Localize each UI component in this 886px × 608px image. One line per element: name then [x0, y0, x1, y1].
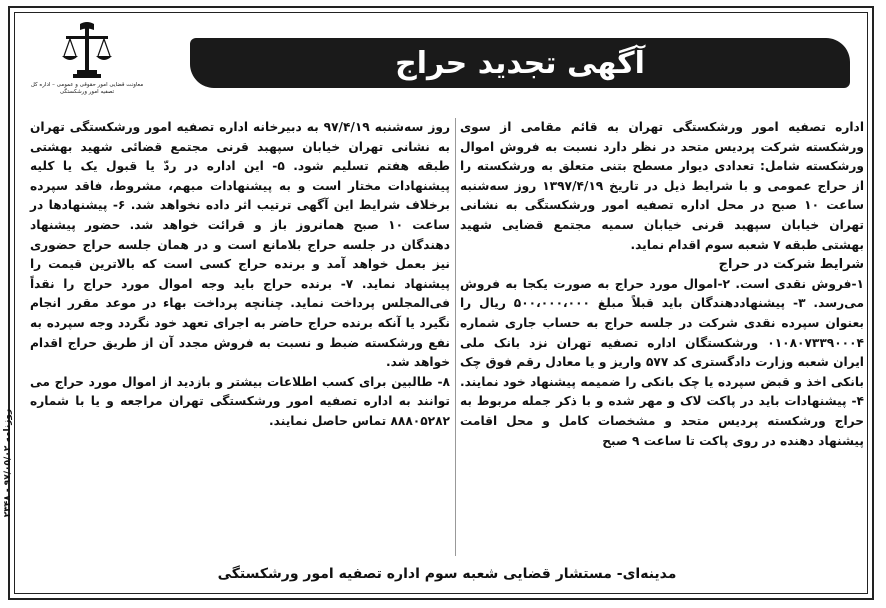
- issuing-office: اداره تصفیه امور ورشکستگی تهران: [628, 120, 864, 134]
- emblem-org-text: معاونت قضایی امور حقوقی و عمومی – اداره کل تصفیه امور ورشکستگی: [30, 82, 144, 95]
- judiciary-emblem: [28, 22, 146, 110]
- notice-intro: به قائم مقامی از سوی ورشکسته شرکت پردیس متحد در نظر دارد نسبت به فروش اموال ورشکسته شامل: تعدادی دیوار مسطح بتنی متعلق به ورشکسته را از حراج عمومی و با شرایط ذیل در تاریخ ۱۳۹۷/۴/۱۹ روز سه‌شنبه ساعت ۱۰ صبح در محل اداره تصفیه امور ورشکستگی به نشانی تهران خیابان سپهبد قرنی خیابان سمیه مجتمع قضایی شهید بهشتی طبقه ۷ شعبه سوم اقدام نماید.: [460, 120, 865, 252]
- contact-info: ۸- طالبین برای کسب اطلاعات بیشتر و بازدید از اموال مورد حراج می توانند به اداره تصفیه امور ورشکستگی تهران مراجعه و یا با شماره ۸۸۸۰۵۲۸۲ تماس حاصل نمایند.: [30, 374, 450, 428]
- conditions-continued: روز سه‌شنبه ۹۷/۴/۱۹ به دبیرخانه اداره تصفیه امور ورشکستگی تهران به نشانی تهران خیابان سپهبد قرنی مجتمع قضائی شهید بهشتی طبقه هفتم تسلیم شود. ۵- این اداره در ردّ یا قبول یک یا کلیه پیشنهادات مختار است و به پیشنهادات مبهم، مشروط، فاقد سپرده برخلاف شرایط این آگهی ترتیب اثر داده نخواهد شد. ۶- پیشنهادها در ساعت ۱۰ صبح همانروز باز و قرائت خواهد شد. حضور پیشنهاد دهندگان در جلسه حراج بلامانع است و در همان جلسه حراج حضوری نیز بعمل خواهد آمد و برنده حراج کسی است که بالاترین قیمت را پیشنهاد نماید. ۷- برنده حراج باید وجه اموال مورد حراج را نقداً فی‌المجلس پرداخت نماید. چنانچه پرداخت بهاء در موعد مقرر انجام نگیرد یا آنکه برنده حراج حاضر به اجرای تعهد خود نگردد وجه سپرده به نفع ورشکسته ضبط و نسبت به فروش مجدد آن از طریق حراج اقدام خواهد شد.: [30, 120, 450, 370]
- signature-footer: مدینه‌ای- مستشار قضایی شعبه سوم اداره تصفیه امور ورشکستگی: [217, 566, 677, 582]
- side-stamp-text: روزنامه ۹۷/۰۵/۰۲ - ۲۳۴۸: [3, 408, 13, 518]
- newspaper-side-stamp: [0, 330, 16, 600]
- notice-title: آگهی تجدید حراج: [395, 45, 645, 81]
- scales-of-justice-icon: [60, 22, 114, 80]
- conditions-text: ۱-فروش نقدی است. ۲-اموال مورد حراج به صورت یکجا به فروش می‌رسد. ۳- پیشنهاددهندگان باید قبلاً مبلغ ۵۰۰،۰۰۰،۰۰۰ ریال را بعنوان سپرده نقدی شرکت در جلسه حراج به حساب جاری شماره ۰۱۰۸۰۷۳۳۹۰۰۰۴ ورشکستگان اداره تصفیه تهران نزد بانک ملی ایران شعبه وزارت دادگستری کد ۵۷۷ واریز و یا معادل رقم فوق چک بانکی اخذ و قبض سپرده یا چک بانکی را ضمیمه پیشنهاد خود نمایند. ۴- پیشنهادات باید در پاکت لاک و مهر شده و با ذکر جمله مربوط به حراج ورشکسته پردیس متحد و مشخصات کامل و محل اقامت پیشنهاد دهنده در روی پاکت تا ساعت ۹ صبح: [460, 276, 864, 448]
- notice-title-banner: [190, 38, 850, 88]
- column-divider: [455, 118, 456, 556]
- conditions-heading: شرایط شرکت در حراج: [718, 257, 864, 273]
- right-column: [460, 118, 864, 451]
- left-column: [30, 118, 450, 432]
